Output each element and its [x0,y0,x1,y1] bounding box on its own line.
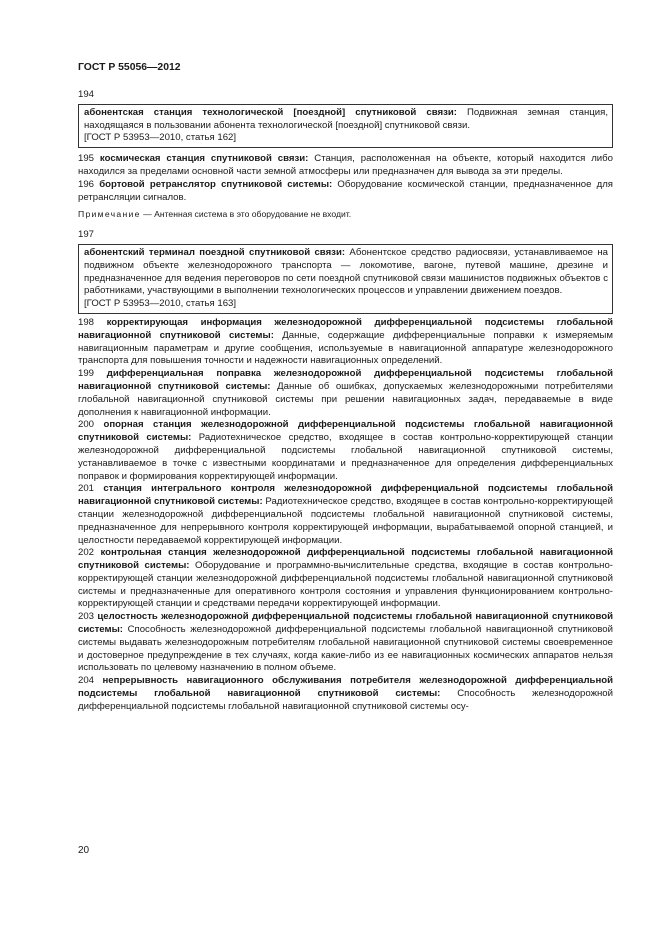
entry-197-term: абонентский терминал поездной спутниковой связи: [84,246,346,258]
entry-number-196: 196 [78,178,95,190]
entry-number-201: 201 [78,483,95,495]
entry-196-note [78,208,613,221]
entry-204-term: непрерывность навигационного обслуживания потребителя железнодорожной дифференциальной подсистемы глобальной навигационной спутниковой системы: [78,675,614,700]
entry-197-reference: [ГОСТ Р 53953—2010, статья 163] [84,298,237,310]
entry-number-204: 204 [78,675,95,687]
entry-203 [78,611,613,675]
entry-199-definition: Данные об ошибках, допускаемых железнодорожными потребителями глобальной навигационной спутниковой системы при решении навигационных задач, передаваемые в виде дополнения к навигационной информации. [78,380,613,418]
entry-200 [78,419,613,483]
entry-204-definition: Способность железнодорожной дифференциальной подсистемы глобальной навигационной спутниковой системы осу- [78,688,614,712]
entry-number-194: 194 [78,89,95,100]
entry-200-definition: Радиотехническое средство, входящее в состав контрольно-корректирующей станции железнодорожной дифференциальной подсистемы глобальной навигационной спутниковой системы, устанавливаемое в точке с известными координатами и предназначенное для определения дифференциальных поправок и формирования корректирующей информации. [78,432,613,482]
entry-number-197: 197 [78,229,95,241]
entry-194-definition: Подвижная земная станция, находящаяся в пользовании абонента технологической [поездной] спутниковой связи. [84,106,608,131]
note-text: — Антенная система в это оборудование не входит. [140,209,352,220]
entry-196-definition: Оборудование космической станции, предназначенное для ретрансляции сигналов. [78,178,613,203]
entry-203-term: целостность железнодорожной дифференциальной подсистемы глобальной навигационной спутниковой системы: [78,611,614,636]
entry-194-reference: [ГОСТ Р 53953—2010, статья 162] [84,132,237,144]
entry-196-term: бортовой ретранслятор спутниковой системы: [99,178,333,190]
entry-number-202: 202 [78,547,95,559]
entry-number-198: 198 [78,316,95,328]
note-label: Примечание [78,209,141,220]
entry-201-term: станция интегрального контроля железнодорожной дифференциальной подсистемы глобальной навигационной спутниковой системы: [78,483,614,508]
document-header: ГОСТ Р 55056—2012 [78,62,181,73]
entry-number-200: 200 [78,419,95,431]
entry-number-199: 199 [78,368,95,380]
entry-196 [78,179,613,205]
entry-201-definition: Радиотехническое средство, входящее в состав контрольно-корректирующей станции железнодорожной дифференциальной подсистемы глобальной навигационной спутниковой системы, предназначенное для непрерывного контроля корректирующей информации, вырабатываемой опорной станцией, и целостности передаваемой корректирующей информации. [78,496,614,546]
entry-202 [78,547,613,611]
entry-195-definition: Станция, расположенная на объекте, который находится либо находился за пределами основной части земной атмосферы или предназначен для вывода за эти пределы. [78,153,613,177]
entry-200-term: опорная станция железнодорожной дифференциальной подсистемы глобальной навигационной спутниковой системы: [78,419,613,444]
entry-198-term: корректирующая информация железнодорожной дифференциальной подсистемы глобальной навигационной спутниковой системы: [78,316,613,341]
entry-198-definition: Данные, содержащие дифференциальные поправки к измеряемым навигационным параметрам и другие сообщения, используемые в навигационной аппаратуре железнодорожного транспорта для повышения точности и надежности навигационных определений. [78,329,613,367]
document-body [78,89,613,714]
entry-202-definition: Оборудование и программно-вычислительные средства, входящие в состав контрольно-корректирующей станции железнодорожной дифференциальной подсистемы глобальной навигационной спутниковой системы и предназначенные для оперативного контроля состояния и управления функционированием контрольно-корректирующей станции и средствами передачи корректирующей информации. [78,560,614,610]
entry-194-term: абонентская станция технологической [поездной] спутниковой связи: [84,106,457,118]
entry-195 [78,153,613,179]
entry-number-195: 195 [78,153,95,165]
entry-199-term: дифференциальная поправка железнодорожной дифференциальной подсистемы глобальной навигационной спутниковой системы: [78,368,613,392]
entry-194-box [78,104,613,148]
page-number: 20 [78,845,90,856]
entry-197-box [78,244,613,314]
entry-199 [78,368,613,419]
entry-201 [78,483,613,547]
entry-197-definition: Абонентское средство радиосвязи, устанавливаемое на подвижном объекте железнодорожного транспорта — локомотиве, вагоне, путевой машине, дрезине и предназначенное для ведения переговоров по сети поездной спутниковой связи машинистов подвижных объектов с работниками, участвующими в выполнении технологических процессов и управлении движением поездов. [84,246,609,297]
entry-number-203: 203 [78,611,95,623]
entry-198 [78,317,613,368]
entry-204 [78,675,613,713]
entry-202-term: контрольная станция железнодорожной дифференциальной подсистемы глобальной навигационной спутниковой системы: [78,547,613,572]
entry-195-term: космическая станция спутниковой связи: [99,153,309,165]
entry-203-definition: Способность железнодорожной дифференциальной подсистемы глобальной навигационной спутниковой системы выдавать железнодорожным потребителям глобальной навигационной спутниковой системы своевременное и достоверное предупреждение в тех случаях, когда какие-либо из ее навигационных космических аппаратов нельзя использовать по целевому назначению в полном объеме. [78,624,613,674]
